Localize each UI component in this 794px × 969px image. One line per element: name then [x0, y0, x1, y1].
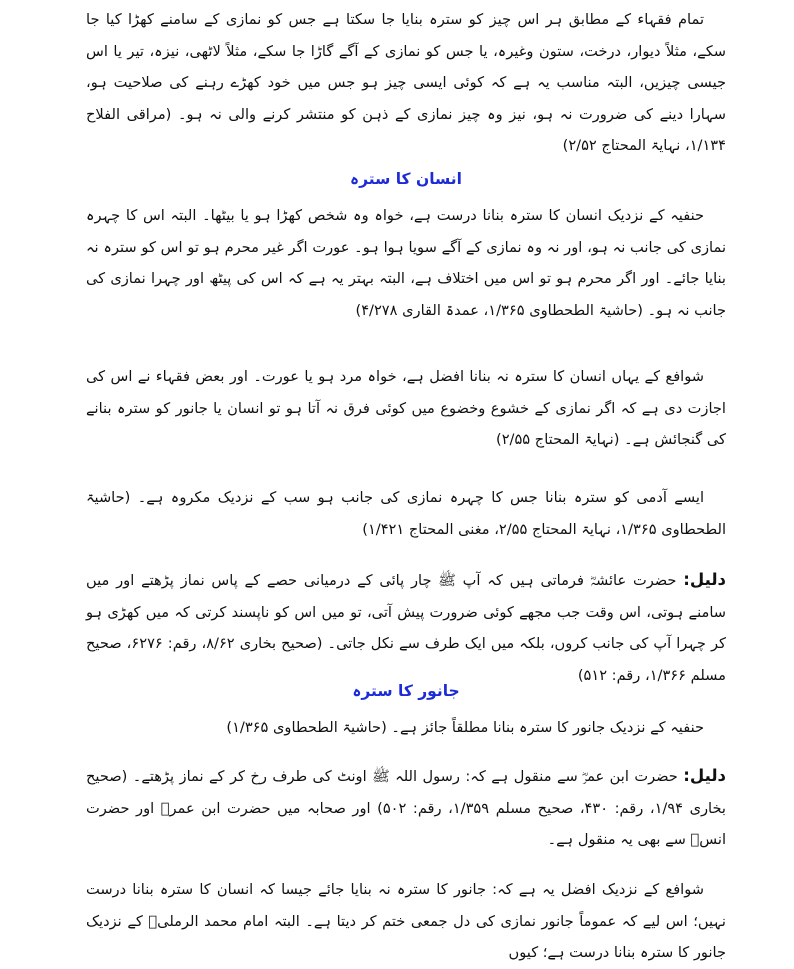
evidence-label: دلیل: — [683, 766, 726, 785]
heading-animal-sutrah: جانور کا سترہ — [352, 682, 460, 700]
evidence-text: حضرت ابن عمرؓ سے منقول ہے کہ: رسول اللہ ﷺ اونٹ کی طرف رخ کر کے نماز پڑھتے۔ (صحیح بخاری ۱/۹۴، رقم: ۴۳۰، صحیح مسلم ۱/۳۵۹، رقم: ۵۰۲) اور صحابہ میں حضرت ابن عمرؓ اور حضرت انسؓ سے بھی یہ منقول ہے۔ — [86, 768, 726, 849]
paragraph-hanafi-human: حنفیہ کے نزدیک انسان کا سترہ بنانا درست ہے، خواہ وہ شخص کھڑا ہو یا بیٹھا۔ البتہ اس کا چہرہ نمازی کی جانب نہ ہو، اور نہ وہ نمازی کے آگے سویا ہوا ہو۔ عورت اگر غیر محرم ہو تو اس کو سترہ نہ بنایا جائے۔ اور اگر محرم ہو تو اس میں اختلاف ہے، البتہ بہتر یہ ہے کہ اس کی پیٹھ اور چہرا نمازی کی جانب نہ ہو۔ (حاشیۃ الطحطاوی ۱/۳۶۵، عمدۃ القاری ۴/۲۷۸) — [86, 207, 726, 319]
evidence-label: دلیل: — [683, 570, 727, 589]
evidence-text: حضرت عائشہؓ فرماتی ہیں کہ آپ ﷺ چار پائی کے درمیانی حصے کے پاس نماز پڑھتے اور میں سامنے ہوتی، اس وقت جب مجھے کوئی ضرورت پیش آتی، تو میں اس کو ناپسند کرتی کہ میں کھڑی ہو کر چہرا آپ کی جانب کروں، بلکہ میں ایک طرف سے نکل جاتی۔ (صحیح بخاری ۸/۶۲، رقم: ۶۲۷۶، صحیح مسلم ۱/۳۶۶، رقم: ۵۱۲) — [86, 572, 726, 684]
heading-human-sutrah: انسان کا سترہ — [350, 170, 462, 188]
paragraph-shafii-human: شوافع کے یہاں انسان کا سترہ نہ بنانا افضل ہے، خواہ مرد ہو یا عورت۔ اور بعض فقہاء نے اس کی اجازت دی ہے کہ اگر نمازی کے خشوع وخضوع میں کوئی فرق نہ آتا ہو تو انسان یا جانور کو سترہ بنانے کی گنجائش ہے۔ (نہایۃ المحتاج ۲/۵۵) — [86, 368, 726, 449]
paragraph-evidence-ibn-umar — [86, 760, 726, 856]
paragraph-shafii-animal: شوافع کے نزدیک افضل یہ ہے کہ: جانور کا سترہ نہ بنایا جائے جیسا کہ انسان کا سترہ بنانا درست نہیں؛ اس لیے کہ عموماً جانور نمازی کی دل جمعی ختم کر دیتا ہے۔ البتہ امام محمد الرملیؒ کے نزدیک جانور کا سترہ بنانا درست ہے؛ کیوں — [86, 881, 726, 962]
paragraph-facing-person: ایسے آدمی کو سترہ بنانا جس کا چہرہ نمازی کی جانب ہو سب کے نزدیک مکروہ ہے۔ (حاشیۃ الطحطاوی ۱/۳۶۵، نہایۃ المحتاج ۲/۵۵، مغنی المحتاج ۱/۴۲۱) — [86, 489, 726, 538]
paragraph-sutrah-objects: تمام فقہاء کے مطابق ہر اس چیز کو سترہ بنایا جا سکتا ہے جس کو نمازی کے سامنے کھڑا کیا جا سکے، مثلاً دیوار، درخت، ستون وغیرہ، یا جس کو نمازی کے آگے گاڑا جا سکے، مثلاً لاٹھی، نیزہ، تیر یا اس جیسی چیزیں، البتہ مناسب یہ ہے کہ کوئی ایسی چیز ہو جس میں خود کھڑے رہنے کی صلاحیت ہو، سہارا دینے کی ضرورت نہ ہو، نیز وہ چیز نمازی کے ذہن کو منتشر کرنے والی نہ ہو۔ (مراقی الفلاح ۱/۱۳۴، نہایۃ المحتاج ۲/۵۲) — [86, 11, 726, 155]
paragraph-hanafi-animal: حنفیہ کے نزدیک جانور کا سترہ بنانا مطلقاً جائز ہے۔ (حاشیۃ الطحطاوی ۱/۳۶۵) — [226, 719, 704, 736]
paragraph-evidence-aisha — [86, 564, 726, 691]
